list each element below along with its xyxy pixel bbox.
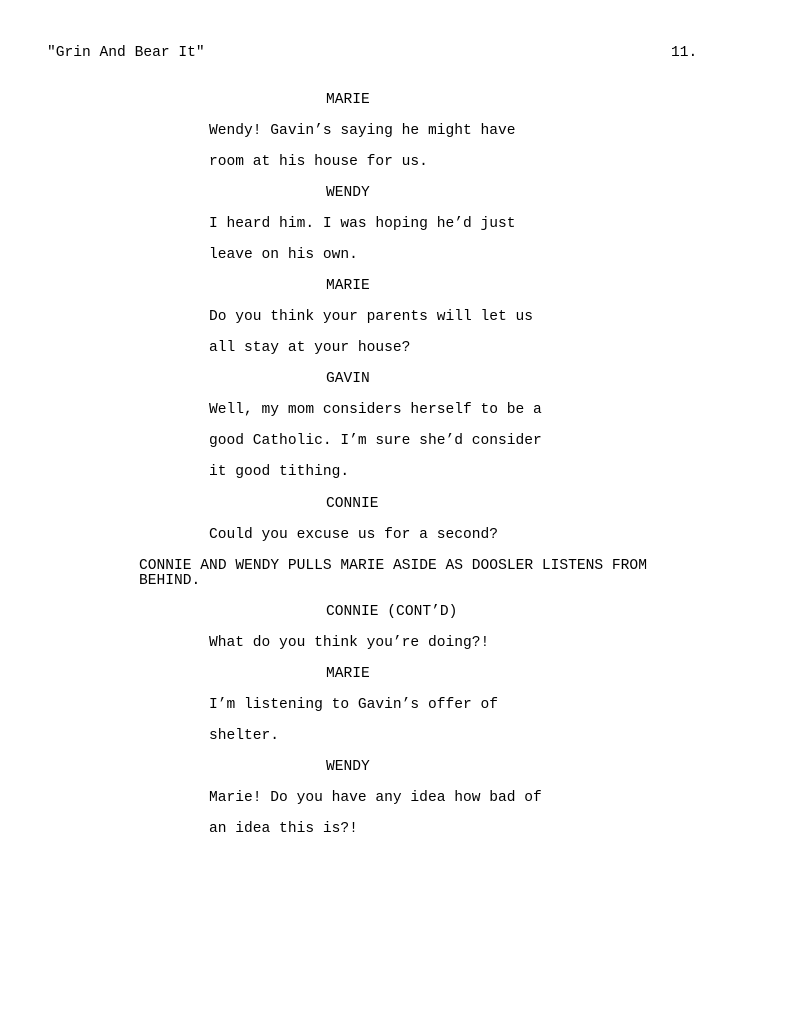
character-name: MARIE — [326, 666, 370, 682]
dialogue-line: Marie! Do you have any idea how bad of — [209, 790, 542, 806]
dialogue-line: shelter. — [209, 728, 280, 744]
dialogue-line: I heard him. I was hoping he’d just — [209, 216, 516, 232]
dialogue-line: leave on his own. — [209, 247, 358, 263]
character-name: GAVIN — [326, 371, 370, 387]
dialogue-line: room at his house for us. — [209, 154, 428, 170]
dialogue-line: Wendy! Gavin’s saying he might have — [209, 123, 516, 139]
dialogue-line: What do you think you’re doing?! — [209, 635, 490, 651]
dialogue-line: Do you think your parents will let us — [209, 309, 534, 325]
action-line: CONNIE AND WENDY PULLS MARIE ASIDE AS DOOSLER LISTENS FROM — [139, 558, 647, 574]
dialogue-line: good Catholic. I’m sure she’d consider — [209, 433, 542, 449]
dialogue-line: an idea this is?! — [209, 821, 358, 837]
dialogue-line: Well, my mom considers herself to be a — [209, 402, 542, 418]
character-name: WENDY — [326, 185, 370, 201]
character-name: MARIE — [326, 92, 370, 108]
dialogue-line: it good tithing. — [209, 464, 350, 480]
character-name: CONNIE — [326, 496, 379, 512]
dialogue-line: all stay at your house? — [209, 340, 411, 356]
character-name: MARIE — [326, 278, 370, 294]
dialogue-line: Could you excuse us for a second? — [209, 527, 499, 543]
character-name: CONNIE (CONT’D) — [326, 604, 458, 620]
character-name: WENDY — [326, 759, 370, 775]
script-title: "Grin And Bear It" — [47, 45, 205, 61]
dialogue-line: I’m listening to Gavin’s offer of — [209, 697, 499, 713]
page-number: 11. — [671, 45, 698, 61]
action-line: BEHIND. — [139, 573, 201, 589]
